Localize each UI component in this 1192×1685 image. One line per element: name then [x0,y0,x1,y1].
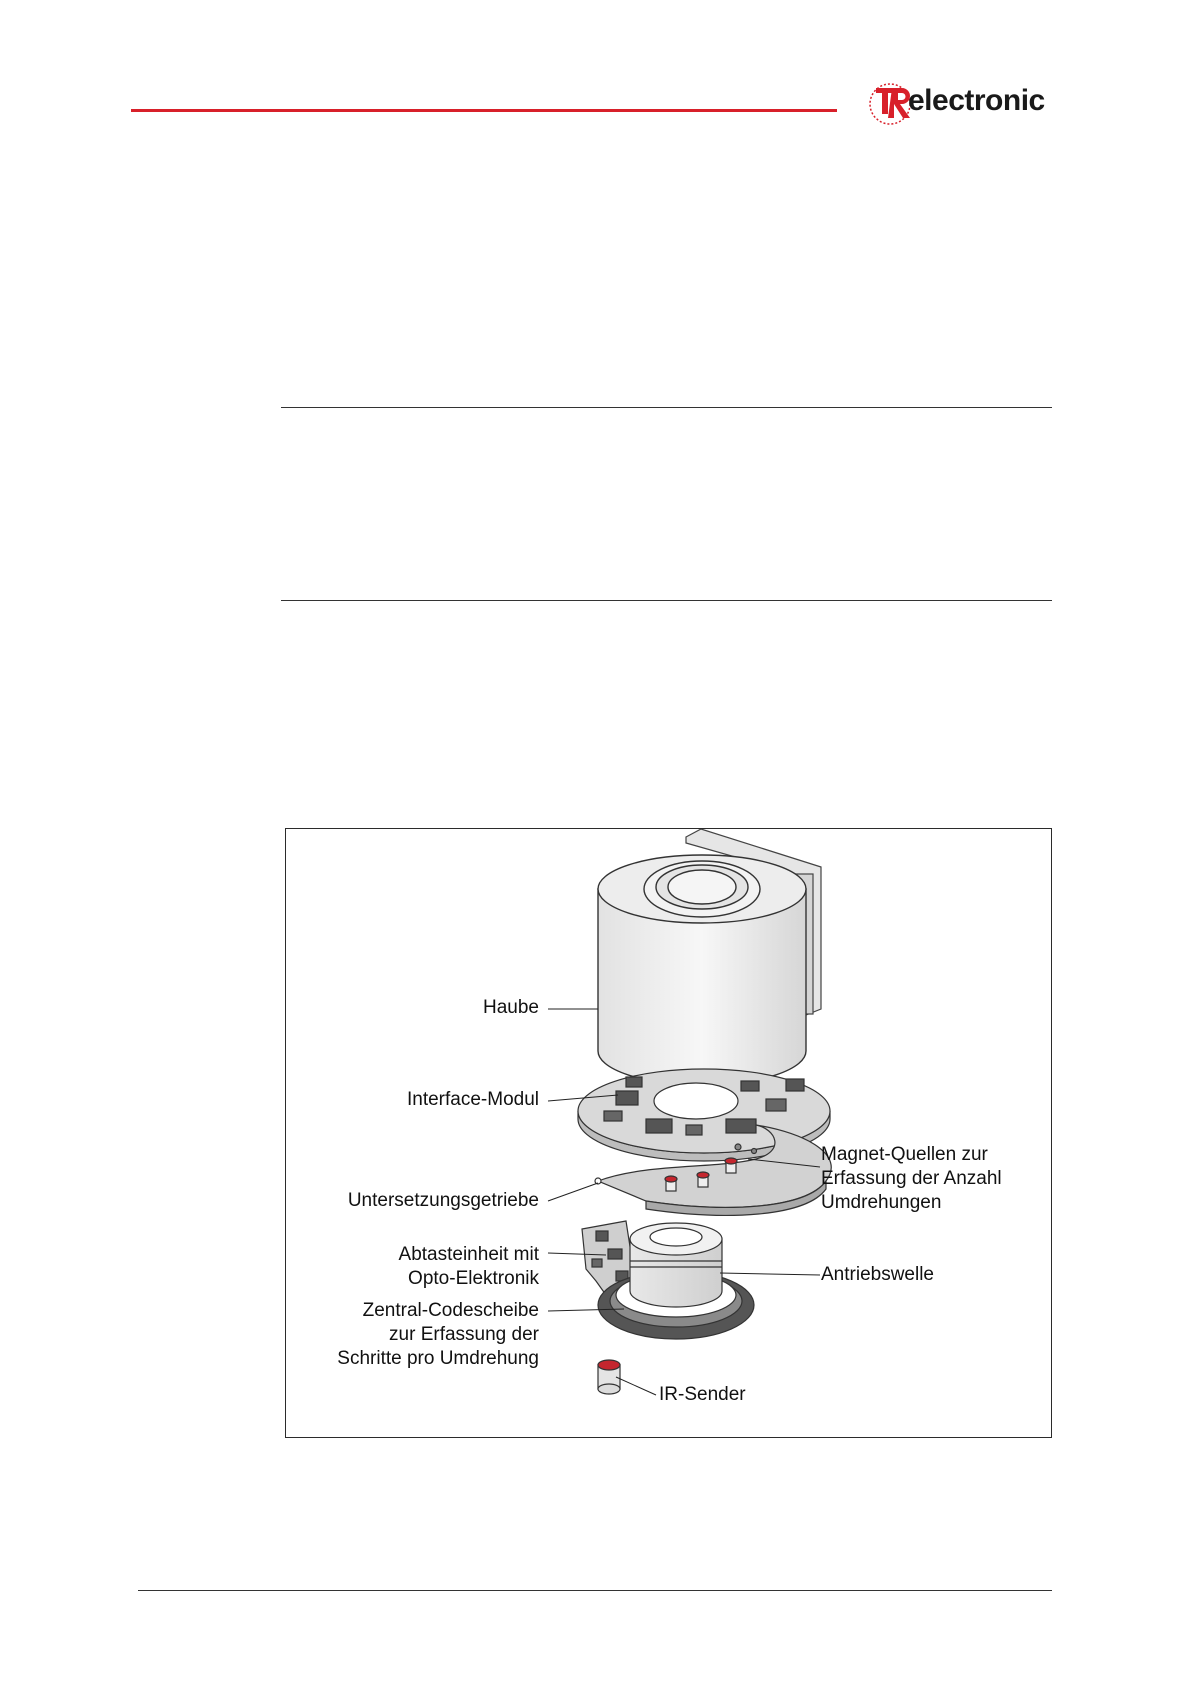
label-zentral-codescheibe-line3: Schritte pro Umdrehung [337,1348,539,1369]
section-rule-top [281,407,1052,408]
label-zentral-codescheibe-line2: zur Erfassung der [389,1324,539,1345]
label-magnet-quellen-line2: Erfassung der Anzahl [821,1168,1002,1189]
label-magnet-quellen-line3: Umdrehungen [821,1192,942,1213]
section-rule-bottom [281,600,1052,601]
label-interface-modul: Interface-Modul [406,1089,539,1110]
magnet-source-3 [725,1158,737,1173]
magnet-source-1 [665,1176,677,1191]
label-ir-sender: IR-Sender [659,1384,746,1405]
header-red-rule [131,109,837,112]
magnet-source-2 [697,1172,709,1187]
label-magnet-quellen-line1: Magnet-Quellen zur [821,1144,988,1165]
label-antriebswelle: Antriebswelle [821,1264,934,1285]
label-untersetzungsgetriebe: Untersetzungsgetriebe [347,1190,539,1211]
logo-wordmark: electronic [908,84,1045,117]
footer-rule [138,1590,1052,1591]
label-zentral-codescheibe-line1: Zentral-Codescheibe [362,1300,539,1321]
haube-cap [598,855,806,1085]
label-haube: Haube [483,997,539,1018]
antriebswelle-shaft [630,1223,722,1307]
label-abtasteinheit-line2: Opto-Elektronik [408,1268,539,1289]
exploded-view-figure [285,828,1052,1438]
tr-electronic-logo [868,74,1046,134]
label-abtasteinheit-line1: Abtasteinheit mit [398,1244,539,1265]
